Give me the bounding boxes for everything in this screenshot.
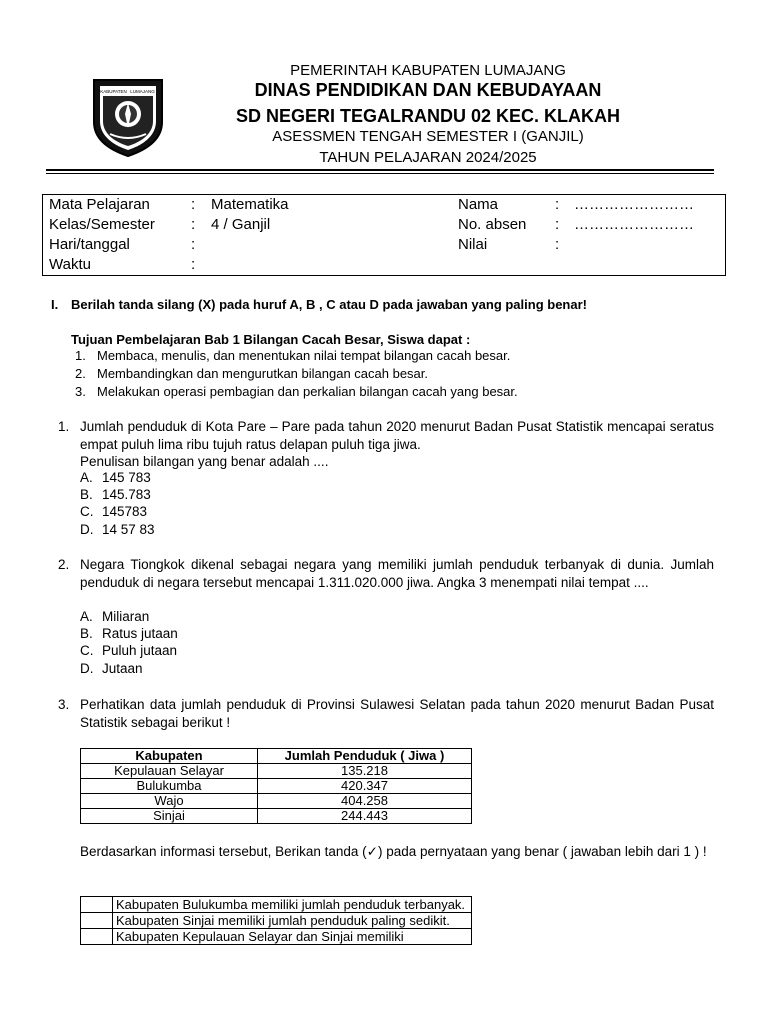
table-cell: 420.347 <box>258 779 472 794</box>
mapel-colon: : <box>191 196 196 213</box>
option-letter: D. <box>80 661 94 676</box>
header-rule-thin <box>46 173 714 174</box>
column-header: Jumlah Penduduk ( Jiwa ) <box>258 749 472 764</box>
option-text: 145.783 <box>102 487 151 502</box>
table-row <box>81 779 472 794</box>
option-text: Puluh jutaan <box>102 643 178 658</box>
nama-colon: : <box>555 196 560 213</box>
table-row <box>81 794 472 809</box>
table-cell: 135.218 <box>258 764 472 779</box>
question-text: Perhatikan data jumlah penduduk di Provinsi Sulawesi Selatan pada tahun 2020 menurut Badan Pusat Statistik sebagai berikut ! <box>80 697 714 730</box>
student-info-box <box>42 194 726 276</box>
mapel-value: Matematika <box>211 196 289 213</box>
table-cell: Wajo <box>81 794 258 809</box>
answer-option-d[interactable] <box>80 522 155 537</box>
table-header-row <box>81 749 472 764</box>
question-text: Jumlah penduduk di Kota Pare – Pare pada tahun 2020 menurut Badan Pusat Statistik mencapai seratus empat puluh lima ribu tujuh ratus delapan puluh tiga jiwa. <box>80 419 714 452</box>
option-text: Miliaran <box>102 609 150 624</box>
table-cell: Sinjai <box>81 809 258 824</box>
checkbox-cell[interactable] <box>81 913 113 929</box>
statement-row <box>81 913 472 929</box>
answer-option-b[interactable] <box>80 487 151 502</box>
goal-number: 2. <box>75 366 86 381</box>
checkbox-cell[interactable] <box>81 897 113 913</box>
question-number: 3. <box>58 697 70 712</box>
option-letter: A. <box>80 470 93 485</box>
option-text: 145 783 <box>102 470 151 485</box>
learning-goals-title: Tujuan Pembelajaran Bab 1 Bilangan Cacah Besar, Siswa dapat : <box>71 332 471 347</box>
hari-label: Hari/tanggal <box>49 236 130 253</box>
option-letter: B. <box>80 487 93 502</box>
option-text: Jutaan <box>102 661 143 676</box>
question-text: Negara Tiongkok dikenal sebagai negara yang memiliki jumlah penduduk terbanyak di dunia. Jumlah penduduk di negara tersebut mencapai 1.311.020.000 jiwa. Angka 3 menempati nilai tempat .... <box>80 557 714 590</box>
checkbox-cell[interactable] <box>81 929 113 945</box>
section-number: I. <box>51 297 59 312</box>
header-year: TAHUN PELAJARAN 2024/2025 <box>319 149 537 166</box>
logo-text-left: KABUPATEN <box>100 89 127 94</box>
question-1 <box>58 418 714 471</box>
option-text: 14 57 83 <box>102 522 155 537</box>
header-department: DINAS PENDIDIKAN DAN KEBUDAYAAN <box>254 80 602 100</box>
statement-row <box>81 897 472 913</box>
option-letter: B. <box>80 626 93 641</box>
nilai-label: Nilai <box>458 236 488 253</box>
instruction-text: Berilah tanda silang (X) pada huruf A, B , C atau D pada jawaban yang paling benar! <box>71 297 587 312</box>
table-cell: Bulukumba <box>81 779 258 794</box>
option-letter: C. <box>80 504 94 519</box>
header-government: PEMERINTAH KABUPATEN LUMAJANG <box>290 62 566 79</box>
answer-option-c[interactable] <box>80 643 177 658</box>
section-instruction <box>51 297 587 312</box>
nilai-colon: : <box>555 236 560 253</box>
kelas-label: Kelas/Semester <box>49 216 155 233</box>
goal-text: Membaca, menulis, dan menentukan nilai tempat bilangan cacah besar. <box>97 348 511 363</box>
header-rule-thick <box>46 169 714 171</box>
absen-label: No. absen <box>458 216 527 233</box>
absen-colon: : <box>555 216 560 233</box>
header-exam: ASESSMEN TENGAH SEMESTER I (GANJIL) <box>272 128 584 145</box>
learning-goal-item <box>75 366 428 381</box>
option-text: Ratus jutaan <box>102 626 178 641</box>
option-text: 145783 <box>102 504 148 519</box>
goal-number: 1. <box>75 348 86 363</box>
hari-colon: : <box>191 236 196 253</box>
statement-text: Kabupaten Bulukumba memiliki jumlah penduduk terbanyak. <box>113 897 472 913</box>
learning-goal-item <box>75 348 510 363</box>
table-row <box>81 764 472 779</box>
answer-option-a[interactable] <box>80 609 149 624</box>
question-prompt: Penulisan bilangan yang benar adalah .... <box>80 454 329 469</box>
statement-text: Kabupaten Kepulauan Selayar dan Sinjai memiliki <box>113 929 472 945</box>
statement-text: Kabupaten Sinjai memiliki jumlah penduduk paling sedikit. <box>113 913 472 929</box>
learning-goal-item <box>75 384 518 399</box>
nama-label: Nama <box>458 196 499 213</box>
kelas-colon: : <box>191 216 196 233</box>
question-number: 1. <box>58 419 70 434</box>
nama-field[interactable]: …………………… <box>574 196 694 213</box>
statement-check-table <box>80 896 472 945</box>
answer-option-a[interactable] <box>80 470 151 485</box>
table-row <box>81 809 472 824</box>
waktu-label: Waktu <box>49 256 91 273</box>
question-2 <box>58 556 714 591</box>
logo-text-right: LUMAJANG <box>130 89 155 94</box>
statement-row <box>81 929 472 945</box>
answer-option-d[interactable] <box>80 661 143 676</box>
option-letter: A. <box>80 609 93 624</box>
table-cell: 404.258 <box>258 794 472 809</box>
table-cell: Kepulauan Selayar <box>81 764 258 779</box>
option-letter: D. <box>80 522 94 537</box>
population-table <box>80 748 472 824</box>
question-number: 2. <box>58 557 70 572</box>
kelas-value: 4 / Ganjil <box>211 216 271 233</box>
absen-field[interactable]: …………………… <box>574 216 694 233</box>
waktu-colon: : <box>191 256 196 273</box>
goal-text: Membandingkan dan mengurutkan bilangan cacah besar. <box>97 366 429 381</box>
question-3 <box>58 696 714 731</box>
answer-option-c[interactable] <box>80 504 147 519</box>
option-letter: C. <box>80 643 94 658</box>
kabupaten-lumajang-logo-icon <box>88 76 168 158</box>
header-school: SD NEGERI TEGALRANDU 02 KEC. KLAKAH <box>235 106 621 126</box>
goal-text: Melakukan operasi pembagian dan perkalian bilangan cacah yang besar. <box>97 384 518 399</box>
goal-number: 3. <box>75 384 86 399</box>
answer-option-b[interactable] <box>80 626 178 641</box>
table-cell: 244.443 <box>258 809 472 824</box>
check-instruction: Berdasarkan informasi tersebut, Berikan tanda (✓) pada pernyataan yang benar ( jawaban lebih dari 1 ) ! <box>80 844 707 859</box>
mapel-label: Mata Pelajaran <box>49 196 150 213</box>
column-header: Kabupaten <box>81 749 258 764</box>
